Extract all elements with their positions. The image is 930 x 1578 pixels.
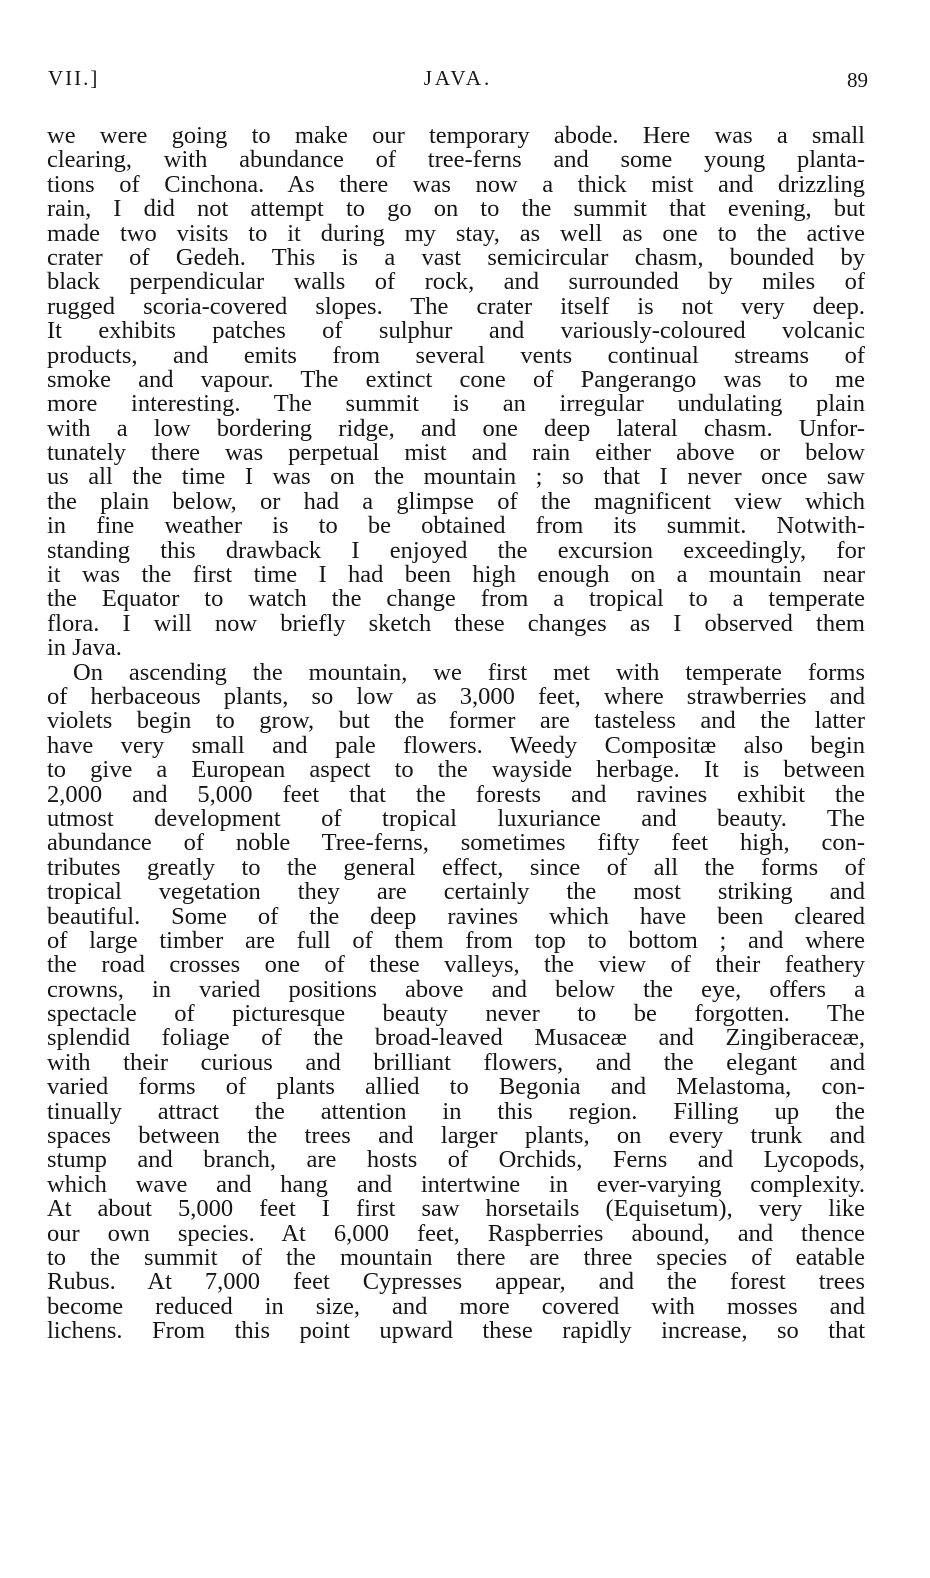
paragraph	[47, 124, 865, 661]
text-line: On ascending the mountain, we first met with temperate forms	[73, 658, 865, 686]
text-line: of herbaceous plants, so low as 3,000 feet, where strawberries and	[47, 682, 865, 710]
text-line: splendid foliage of the broad-leaved Musaceæ and Zingiberaceæ,	[47, 1024, 865, 1052]
text-line: clearing, with abundance of tree-ferns and some young planta-	[47, 146, 865, 174]
body-text	[47, 124, 865, 1344]
text-line: 2,000 and 5,000 feet that the forests and ravines exhibit the	[47, 780, 865, 808]
text-line: the road crosses one of these valleys, the view of their feathery	[47, 951, 865, 979]
text-line: we were going to make our temporary abode. Here was a small	[47, 122, 865, 149]
text-line: flora. I will now briefly sketch these changes as I observed them	[47, 609, 865, 637]
text-line: varied forms of plants allied to Begonia and Melastoma, con-	[47, 1073, 865, 1101]
text-line: in fine weather is to be obtained from its summit. Notwith-	[47, 512, 865, 540]
text-line: standing this drawback I enjoyed the excursion exceedingly, for	[47, 536, 865, 564]
text-line: of large timber are full of them from top to bottom ; and where	[47, 926, 865, 954]
text-line: beautiful. Some of the deep ravines which have been cleared	[47, 902, 865, 930]
text-line: it was the first time I had been high enough on a mountain near	[47, 561, 865, 589]
text-line: the Equator to watch the change from a tropical to a temperate	[47, 585, 865, 613]
text-line: with their curious and brilliant flowers, and the elegant and	[47, 1048, 865, 1076]
text-line: It exhibits patches of sulphur and variously-coloured volcanic	[47, 317, 865, 345]
text-line: crowns, in varied positions above and below the eye, offers a	[47, 975, 865, 1003]
text-line: tropical vegetation they are certainly the most striking and	[47, 878, 865, 906]
text-line: products, and emits from several vents continual streams of	[47, 341, 865, 369]
text-line: black perpendicular walls of rock, and surrounded by miles of	[47, 268, 865, 296]
text-line: in Java.	[47, 634, 122, 662]
text-line: tinually attract the attention in this region. Filling up the	[47, 1097, 865, 1125]
text-line: more interesting. The summit is an irregular undulating plain	[47, 390, 865, 418]
text-line: the plain below, or had a glimpse of the magnificent view which	[47, 487, 865, 515]
text-line: which wave and hang and intertwine in ever-varying complexity.	[47, 1170, 865, 1198]
running-header	[48, 66, 868, 96]
text-line: spectacle of picturesque beauty never to be forgotten. The	[47, 1000, 865, 1028]
text-line: lichens. From this point upward these rapidly increase, so that	[47, 1317, 865, 1345]
text-line: utmost development of tropical luxuriance and beauty. The	[47, 804, 865, 832]
text-line: spaces between the trees and larger plants, on every trunk and	[47, 1122, 865, 1150]
text-line: with a low bordering ridge, and one deep lateral chasm. Unfor-	[47, 414, 865, 442]
text-line: become reduced in size, and more covered with mosses and	[47, 1292, 865, 1320]
text-line: At about 5,000 feet I first saw horsetails (Equisetum), very like	[47, 1195, 865, 1223]
text-line: rain, I did not attempt to go on to the summit that evening, but	[47, 195, 865, 223]
text-line: tunately there was perpetual mist and rain either above or below	[47, 439, 865, 467]
text-line: our own species. At 6,000 feet, Raspberries abound, and thence	[47, 1219, 865, 1247]
page-number: 89	[847, 68, 868, 92]
text-line: tributes greatly to the general effect, since of all the forms of	[47, 853, 865, 881]
text-line: to give a European aspect to the wayside herbage. It is between	[47, 756, 865, 784]
text-line: stump and branch, are hosts of Orchids, Ferns and Lycopods,	[47, 1146, 865, 1174]
text-line: to the summit of the mountain there are three species of eatable	[47, 1243, 865, 1271]
text-line: violets begin to grow, but the former are tasteless and the latter	[47, 707, 865, 735]
chapter-marker: VII.]	[48, 66, 100, 90]
running-title: JAVA.	[423, 66, 493, 90]
text-line: rugged scoria-covered slopes. The crater itself is not very deep.	[47, 292, 865, 320]
text-line: have very small and pale flowers. Weedy Compositæ also begin	[47, 731, 865, 759]
text-line: Rubus. At 7,000 feet Cypresses appear, and the forest trees	[47, 1268, 865, 1296]
text-line: smoke and vapour. The extinct cone of Pangerango was to me	[47, 365, 865, 393]
text-line: us all the time I was on the mountain ; so that I never once saw	[47, 463, 865, 491]
paragraph	[47, 658, 865, 1345]
text-line: made two visits to it during my stay, as well as one to the active	[47, 219, 865, 247]
text-line: abundance of noble Tree-ferns, sometimes fifty feet high, con-	[47, 829, 865, 857]
text-line: crater of Gedeh. This is a vast semicircular chasm, bounded by	[47, 243, 865, 271]
text-line: tions of Cinchona. As there was now a thick mist and drizzling	[47, 170, 865, 198]
